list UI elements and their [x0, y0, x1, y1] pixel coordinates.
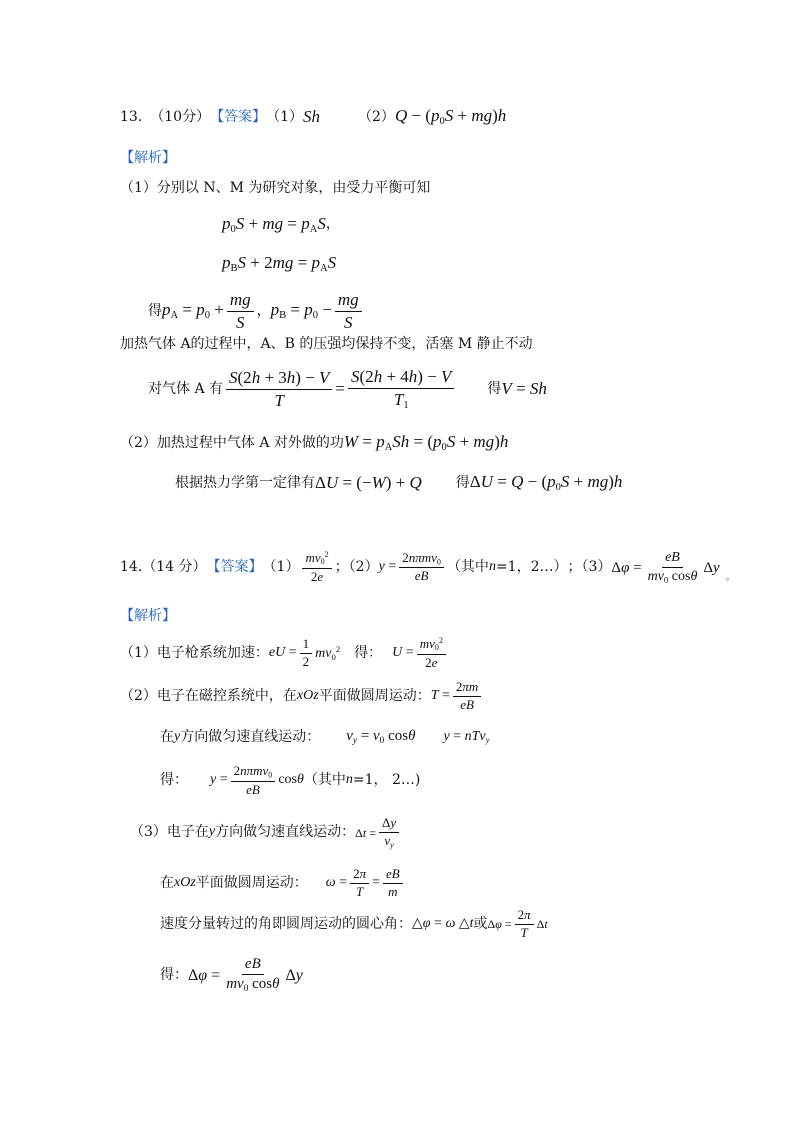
- q13-equation-n: $p_0S$ + mg = $p_AS$ ，: [222, 214, 340, 236]
- q14-answer-tag: 【答案】: [206, 559, 263, 576]
- q14-step3b: 在 xOz 平面做圆周运动： ω = $\frac{2\pi}{T}$ = $\frac{eB}{m}$: [160, 867, 406, 900]
- q14-score: （14 分）: [142, 559, 207, 576]
- q13-part1-answer: Sh: [303, 107, 321, 127]
- q14-step1: （1）电子枪系统加速： eU = $\frac{1}{2}$ $mv_0^2$ 得： U = $\frac{mv_0^2}{2e}$: [120, 636, 449, 670]
- q13-pressure-result: 得 $p_A = p_0$ + $\frac{mg}{S}$ ， $p_B = p_0$ − $\frac{mg}{S}$: [148, 290, 365, 332]
- q13-header: [120, 106, 506, 129]
- q14-step3c: 速度分量转过的角即圆周运动的圆心角： △φ = ω △t 或 Δφ = $\frac{2\pi}{T}$ Δt: [160, 907, 548, 940]
- q13-equation-m: $p_BS + 2mg = p_AS$: [222, 253, 337, 275]
- q13-first-law-line: 根据热力学第一定律有 ΔU = (−W) + Q 得 $\Delta U = Q - (p_0S + mg)h$: [175, 472, 623, 494]
- q13-part1-label: （1）: [266, 109, 304, 125]
- q13-part2-answer: $Q - (p_0S + mg)h$: [394, 106, 507, 128]
- q13-heating-statement: 加热气体 A的过程中，A、B 的压强均保持不变，活塞 M 静止不动: [120, 336, 533, 352]
- q14-step2: （2）电子在磁控系统中，在 xOz 平面做圆周运动： T = $\frac{2\pi m}{eB}$: [120, 680, 484, 713]
- q14-header: 14. （14 分） 【答案】 （1） $\frac{mv_0^2}{2e}$ ；（2） y = $\frac{2n\pi mv_0}{eB}$ （其中 n =1，2…） ；（3） Δφ = $\frac{eB}{mv_0 \cos\theta}$ Δy 。: [120, 549, 736, 585]
- q13-number: 13.: [120, 109, 143, 125]
- q13-score: （10分）: [150, 109, 211, 125]
- q13-gas-equation: 对气体 A 有 $\frac{S(2h + 3h) - V}{T}$ = $\frac{S(2h + 4h) - V}{T_1}$ 得 V = Sh: [148, 367, 547, 411]
- q14-step3: （3）电子在 y 方向做匀速直线运动： Δt = $\frac{\Delta y}{v_y}$: [130, 816, 402, 850]
- q14-step2b: 在 y 方向做匀速直线运动： $v_y = v_0$ cosθ y = nTv$_y$: [160, 728, 490, 746]
- q13-work-line: （2）加热过程中气体 A 对外做的功 $W = p_ASh = (p_0S + mg)h$: [120, 432, 509, 454]
- q13-answer-tag: 【答案】: [210, 109, 267, 125]
- q14-analysis-tag: 【解析】: [120, 608, 176, 624]
- q14-step3d: 得： Δφ = $\frac{eB}{mv_0 \cos\theta}$ Δy: [160, 956, 303, 995]
- q13-analysis-tag: 【解析】: [120, 150, 176, 166]
- q14-step2c: 得： y = $\frac{2n\pi mv_0}{eB}$ cosθ （其中 n =1， 2…): [160, 763, 421, 797]
- q13-part1-text: （1）分别以 N、M 为研究对象，由受力平衡可知: [120, 180, 431, 196]
- q13-part2-label: （2）: [358, 109, 395, 125]
- q14-number: 14.: [120, 559, 143, 576]
